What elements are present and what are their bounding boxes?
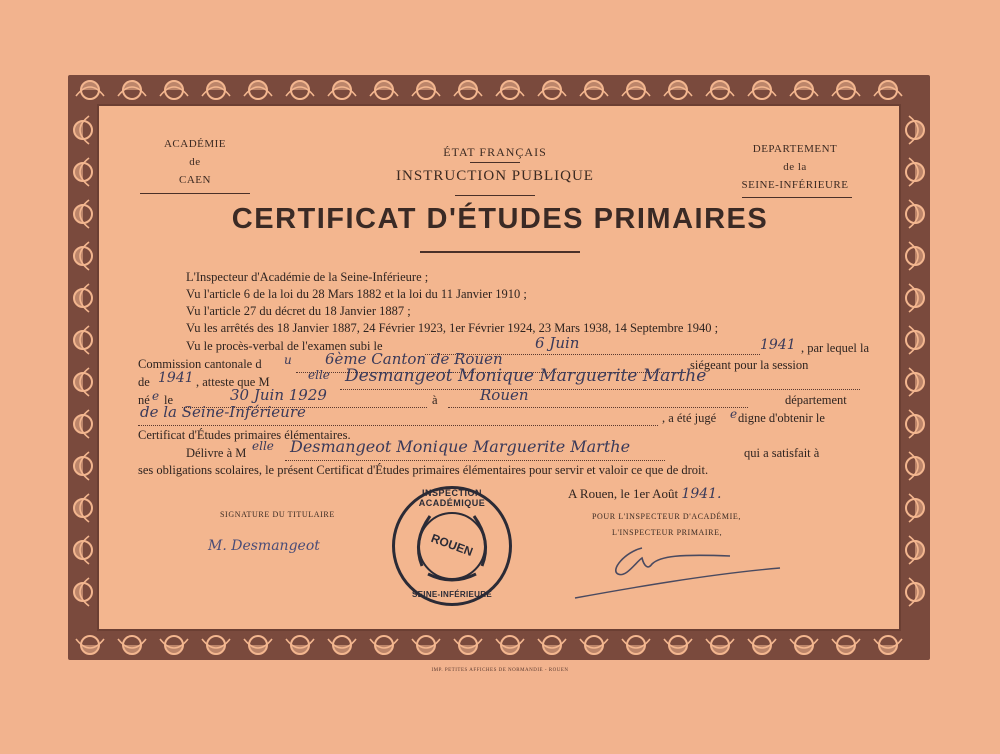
inspector-signature (570, 530, 800, 605)
session-year-handwritten: 1941 (158, 370, 194, 386)
name-dotline (340, 389, 860, 390)
header-center-rule-1 (470, 162, 520, 163)
exam-suffix (771, 341, 869, 356)
header-right-line3: SEINE-INFÉRIEURE (741, 179, 849, 191)
session-honorific-handwritten: elle (308, 368, 330, 382)
birth-place-handwritten: Rouen (480, 386, 529, 404)
delivre-honorific-handwritten: elle (252, 439, 274, 453)
birth-le: le (164, 393, 174, 407)
department-handwritten: de la Seine-Inférieure (140, 403, 306, 421)
department-suffix-a: , a été jugé (662, 411, 717, 425)
header-left-line3: CAEN (179, 174, 211, 186)
delivre-prefix: Délivre à M (186, 446, 247, 460)
place-date-year-handwritten: 1941. (681, 486, 722, 502)
inspector-line2: L'INSPECTEUR PRIMAIRE, (612, 528, 723, 537)
exam-year-handwritten: 1941 (760, 337, 796, 353)
instruction-publique-heading: INSTRUCTION PUBLIQUE (396, 168, 594, 184)
student-signature: M. Desmangeot (208, 538, 320, 554)
delivre-name-dotline (285, 460, 665, 461)
vu-article-27-line: Vu l'article 27 du décret du 18 Janvier 1887 ; (186, 304, 411, 318)
birth-departement: département (785, 393, 847, 407)
birth-a: à (432, 393, 438, 407)
header-left-line2: de (189, 156, 201, 168)
stamp-center-text: ROUEN (429, 531, 475, 559)
obligations-line: ses obligations scolaires, le présent Certificat d'Études primaires élémentaires pour servir et valoir ce que de droit. (138, 463, 709, 477)
title-underline (420, 251, 580, 253)
header-right-rule (742, 197, 852, 198)
student-name-handwritten: Desmangeot Monique Marguerite Marthe (345, 366, 707, 386)
etat-francais-heading: ÉTAT FRANÇAIS (443, 145, 547, 159)
stamp-bottom-text: SEINE-INFÉRIEURE (412, 590, 492, 599)
delivre-suffix: qui a satisfait à (744, 446, 820, 460)
exam-date-handwritten: 6 Juin (535, 334, 580, 352)
commission-d-suffix-handwritten: u (284, 353, 292, 367)
stamp-top-text: INSPECTION ACADÉMIQUE (418, 488, 486, 508)
birth-ne-prefix: né (138, 393, 150, 407)
department-suffix-handwritten: e (730, 407, 738, 421)
header-right-line2: de la (783, 161, 807, 173)
header-right-line1: DEPARTEMENT (752, 143, 838, 155)
department-suffix-b: digne d'obtenir le (738, 411, 825, 425)
vu-article-6-line: Vu l'article 6 de la loi du 28 Mars 1882 et la loi du 11 Janvier 1910 ; (186, 287, 527, 301)
inspector-line1: POUR L'INSPECTEUR D'ACADÉMIE, (592, 512, 741, 521)
place-date-month: Août (652, 486, 679, 501)
commission-canton-handwritten: 6ème Canton de Rouen (325, 350, 503, 368)
session-atteste: , atteste que M (196, 375, 270, 389)
delivre-name-handwritten: Desmangeot Monique Marguerite Marthe (290, 437, 631, 456)
vu-arretes-line: Vu les arrêtés des 18 Janvier 1887, 24 Février 1923, 1er Février 1924, 23 Mars 1938, 14 Septembre 1940 ; (186, 321, 719, 335)
certificate-title: CERTIFICAT D'ÉTUDES PRIMAIRES (231, 203, 769, 235)
birth-place-dotline (448, 407, 748, 408)
printer-imprint: IMP. PETITES AFFICHES DE NORMANDIE - ROUEN (431, 668, 569, 673)
certificate-primaires-line: Certificat d'Études primaires élémentaires. (138, 428, 351, 442)
header-left-line1: ACADÉMIE (163, 138, 227, 150)
place-date-prefix: A Rouen, le (568, 486, 630, 501)
birth-ne-handwritten: e (152, 389, 160, 403)
birth-date-handwritten: 30 Juin 1929 (230, 386, 327, 404)
commission-suffix: siégeant pour la session (690, 358, 809, 372)
departement-header (730, 140, 860, 194)
session-prefix: de (138, 375, 150, 389)
place-date-line (568, 486, 722, 502)
department-dotline (138, 425, 658, 426)
exam-prefix: Vu le procès-verbal de l'examen subi le (186, 339, 383, 353)
header-center-rule-2 (455, 195, 535, 196)
signature-titulaire-label: SIGNATURE DU TITULAIRE (220, 510, 335, 519)
exam-suffix-text: , par lequel la (801, 341, 870, 355)
place-date-day: 1er (633, 486, 650, 501)
header-left-rule (140, 193, 250, 194)
academie-caen-header (150, 135, 240, 189)
commission-prefix: Commission cantonale d (138, 357, 262, 371)
inspector-line: L'Inspecteur d'Académie de la Seine-Inférieure ; (186, 270, 429, 284)
